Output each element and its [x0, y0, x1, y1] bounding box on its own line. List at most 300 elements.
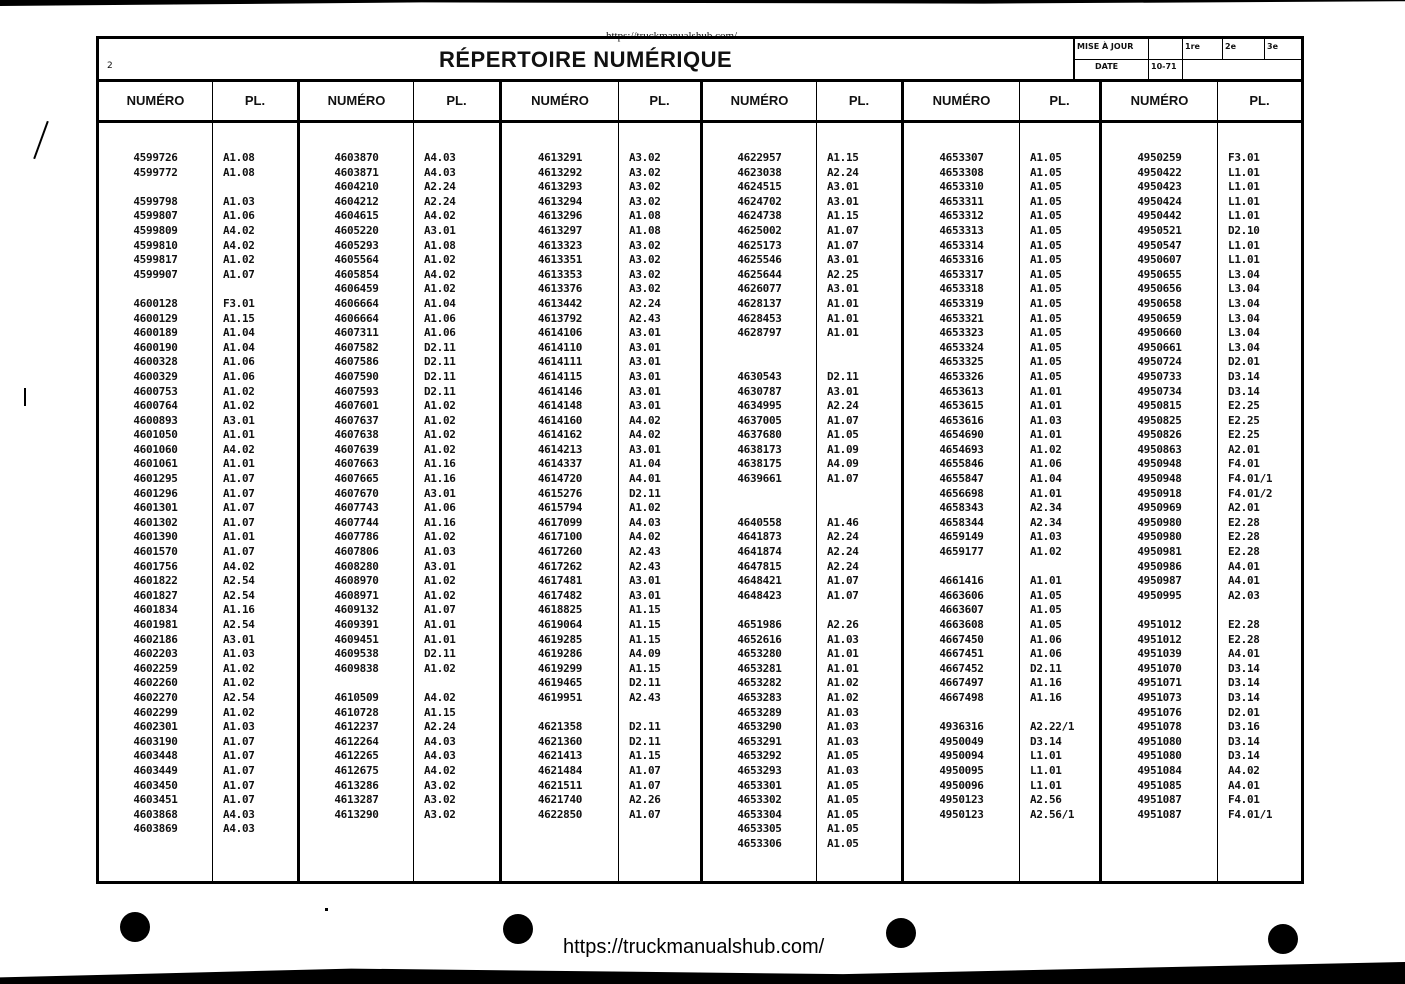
numero-list: [904, 123, 1019, 822]
plate-reference: A1.02: [424, 588, 456, 602]
plate-reference: D3.14: [1228, 384, 1260, 398]
part-number: 4599798: [133, 194, 178, 208]
part-number: 4607743: [334, 501, 379, 515]
plate-reference: A2.03: [1228, 588, 1260, 602]
plate-reference: A1.05: [1030, 296, 1062, 310]
plate-reference: A1.03: [827, 763, 859, 777]
plate-reference: A1.02: [424, 413, 456, 427]
numero-list: [99, 123, 212, 837]
directory-table: [96, 36, 1304, 884]
part-number: 4653290: [737, 720, 782, 734]
part-number: 4936316: [939, 720, 984, 734]
plate-reference: A2.22/1: [1030, 720, 1075, 734]
plate-reference: A1.08: [223, 151, 255, 164]
plate-reference: A1.05: [1030, 151, 1062, 164]
plate-reference: A4.01: [629, 472, 661, 486]
numero-header: NUMÉRO: [502, 82, 618, 123]
plate-reference: A1.07: [223, 472, 255, 486]
numero-list: [502, 123, 618, 822]
part-number: 4950123: [939, 793, 984, 807]
plate-reference: L1.01: [1030, 749, 1062, 763]
plate-reference: A1.05: [1030, 253, 1062, 267]
plate-reference: A1.05: [1030, 180, 1062, 194]
plate-reference: L1.01: [1228, 165, 1260, 179]
pl-header: PL.: [1020, 82, 1099, 123]
revision-col-2: 2e: [1223, 39, 1265, 59]
plate-reference: A1.09: [827, 442, 859, 456]
part-number: 4653313: [939, 223, 984, 237]
part-number: 4608280: [334, 559, 379, 573]
part-number: 4667450: [939, 632, 984, 646]
part-number: 4614106: [537, 326, 583, 340]
part-number: 4654690: [939, 428, 984, 442]
binder-hole: [503, 914, 533, 944]
part-number: 4607582: [334, 340, 379, 354]
plate-reference: A3.02: [629, 238, 661, 252]
part-number: 4599817: [133, 253, 178, 267]
part-number: 4600764: [133, 399, 178, 413]
plate-reference: A1.01: [1030, 574, 1062, 588]
part-number: 4648421: [737, 574, 782, 588]
part-number: [703, 355, 816, 370]
plate-reference: E2.28: [1228, 515, 1260, 529]
plate-reference: A3.01: [629, 340, 661, 354]
plate-reference: A1.05: [1030, 209, 1062, 223]
page-title: RÉPERTOIRE NUMÉRIQUE: [439, 47, 733, 72]
part-number: 4663606: [939, 588, 984, 602]
part-number: 4601834: [133, 603, 178, 617]
part-number: 4610509: [334, 690, 379, 704]
top-edge-shadow: [0, 0, 1405, 6]
part-number: 4653281: [737, 661, 782, 675]
part-number: 4603868: [133, 807, 178, 821]
plate-reference: A1.02: [424, 574, 456, 588]
plate-reference: A1.05: [1030, 223, 1062, 237]
part-number: 4621511: [537, 778, 583, 792]
plate-reference: A2.54: [223, 618, 255, 631]
plate-reference: F3.01: [1228, 151, 1260, 164]
part-number: 4604212: [334, 194, 379, 208]
part-number: 4605854: [334, 267, 379, 281]
plate-reference: A1.01: [827, 661, 859, 675]
plate-reference: A1.02: [223, 384, 255, 398]
part-number: 4599809: [133, 223, 178, 237]
part-number: 4624515: [737, 180, 782, 194]
part-number: 4950863: [1137, 442, 1182, 456]
part-number: 4653325: [939, 355, 984, 369]
part-number: 4950724: [1137, 355, 1182, 369]
part-number: 4617100: [537, 530, 583, 544]
plate-reference: A1.06: [1030, 632, 1062, 646]
revision-row-top: [1075, 39, 1304, 60]
part-number: 4950734: [1137, 384, 1182, 398]
plate-reference: A1.03: [827, 720, 859, 734]
part-number: 4601061: [133, 457, 178, 471]
plate-reference: A1.05: [827, 793, 859, 807]
part-number: 4950660: [1137, 326, 1182, 340]
plate-reference: L3.04: [1228, 282, 1260, 296]
pl-column: [1020, 82, 1102, 881]
part-number: 4626077: [737, 282, 782, 296]
plate-reference: A4.02: [424, 209, 456, 223]
part-number: 4653302: [737, 793, 782, 807]
plate-reference: E2.25: [1228, 399, 1260, 413]
part-number: 4653282: [737, 676, 782, 690]
plate-reference: A4.01: [1228, 647, 1260, 661]
binder-hole: [886, 918, 916, 948]
plate-reference: A1.02: [1030, 442, 1062, 456]
part-number: 4613442: [537, 296, 583, 310]
plate-reference: A1.05: [1030, 311, 1062, 325]
part-number: 4950658: [1137, 296, 1182, 310]
binder-hole: [1268, 924, 1298, 954]
plate-reference: A1.02: [223, 399, 255, 413]
plate-reference: [1218, 603, 1301, 618]
plate-reference: A1.03: [223, 647, 255, 661]
numero-column: [99, 82, 213, 881]
part-number: 4608970: [334, 574, 379, 588]
title-bar: [99, 39, 1301, 82]
plate-reference: A1.05: [1030, 603, 1062, 617]
part-number: 4950815: [1137, 399, 1182, 413]
part-number: [703, 501, 816, 516]
plate-reference: [817, 341, 901, 356]
part-number: [904, 706, 1019, 721]
part-number: 4653304: [737, 807, 782, 821]
plate-reference: A2.56/1: [1030, 807, 1075, 821]
plate-reference: A2.54: [223, 574, 255, 588]
plate-reference: A3.02: [629, 180, 661, 194]
revision-col-3: 3e: [1267, 42, 1278, 51]
part-number: 4614720: [537, 472, 583, 486]
part-number: 4630543: [737, 369, 782, 383]
plate-reference: A1.05: [827, 807, 859, 821]
part-number: 4950095: [939, 763, 984, 777]
plate-reference: A1.04: [424, 296, 456, 310]
part-number: 4613296: [537, 209, 583, 223]
part-number: 4950521: [1137, 223, 1182, 237]
part-number: 4653319: [939, 296, 984, 310]
part-number: 4653306: [737, 836, 782, 850]
part-number: [99, 282, 212, 297]
plate-reference: L3.04: [1228, 326, 1260, 340]
part-number: 4614148: [537, 399, 583, 413]
plate-reference: A4.01: [1228, 778, 1260, 792]
part-number: 4950661: [1137, 340, 1182, 354]
plate-reference: A2.24: [827, 545, 859, 559]
plate-reference: A4.03: [424, 151, 456, 164]
part-number: 4609538: [334, 647, 379, 661]
plate-reference: A3.02: [629, 165, 661, 179]
plate-reference: A3.01: [629, 369, 661, 383]
plate-reference: A2.54: [223, 588, 255, 602]
part-number: 4619299: [537, 661, 583, 675]
plate-reference: A1.16: [223, 603, 255, 617]
part-number: 4604615: [334, 209, 379, 223]
part-number: 4601295: [133, 472, 178, 486]
watermark-url-bottom[interactable]: https://truckmanualshub.com/: [563, 936, 825, 958]
part-number: [99, 180, 212, 195]
part-number: 4613351: [537, 253, 583, 267]
part-number: 4622957: [737, 151, 782, 164]
part-number: 4601390: [133, 530, 178, 544]
part-number: 4653321: [939, 311, 984, 325]
plate-reference: D3.14: [1228, 749, 1260, 763]
plate-reference: [619, 706, 700, 721]
plate-reference: D3.14: [1228, 369, 1260, 383]
part-number: 4951070: [1137, 661, 1182, 675]
pl-column: [817, 82, 904, 881]
plate-reference: A1.05: [1030, 355, 1062, 369]
part-number: 4603870: [334, 151, 379, 164]
part-number: 4617260: [537, 545, 583, 559]
part-number: 4950986: [1137, 559, 1182, 573]
part-number: 4607311: [334, 326, 379, 340]
part-number: 4617481: [537, 574, 583, 588]
plate-reference: A4.09: [827, 457, 859, 471]
part-number: 4639661: [737, 472, 782, 486]
part-number: 4640558: [737, 515, 782, 529]
plate-reference: [1020, 706, 1099, 721]
part-number: [703, 487, 816, 502]
part-number: 4951084: [1137, 763, 1182, 777]
part-number: 4653289: [737, 705, 782, 719]
plate-reference: A3.02: [629, 151, 661, 164]
part-number: 4612237: [334, 720, 379, 734]
part-number: 4625644: [737, 267, 782, 281]
part-number: 4652616: [737, 632, 782, 646]
plate-reference: E2.28: [1228, 530, 1260, 544]
plate-reference: L1.01: [1228, 180, 1260, 194]
plate-reference: A1.03: [424, 545, 456, 559]
plate-reference: A1.15: [827, 151, 859, 164]
part-number: 4653280: [737, 647, 782, 661]
plate-reference: D2.11: [424, 647, 456, 661]
part-number: 4950987: [1137, 574, 1182, 588]
plate-reference: F4.01/1: [1228, 807, 1273, 821]
part-number: 4653291: [737, 734, 782, 748]
part-number: 4607601: [334, 399, 379, 413]
plate-reference: A1.05: [1030, 238, 1062, 252]
plate-reference: E2.28: [1228, 632, 1260, 646]
part-number: 4612265: [334, 749, 379, 763]
plate-reference: A3.01: [827, 180, 859, 194]
plate-reference: A1.05: [1030, 588, 1062, 602]
part-number: 4599726: [133, 151, 178, 164]
numero-header: NUMÉRO: [703, 82, 816, 123]
plate-reference: D2.11: [424, 384, 456, 398]
plate-reference: A1.01: [827, 326, 859, 340]
pl-column: [414, 82, 502, 881]
plate-reference: D3.14: [1030, 734, 1062, 748]
part-number: 4667452: [939, 661, 984, 675]
plate-reference: A1.05: [1030, 282, 1062, 296]
part-number: 4606664: [334, 311, 379, 325]
pl-header: PL.: [619, 82, 700, 123]
plate-reference: D3.14: [1228, 661, 1260, 675]
plate-reference: A1.03: [223, 194, 255, 208]
part-number: 4655847: [939, 472, 984, 486]
plate-reference: A1.03: [827, 734, 859, 748]
plate-reference: A1.16: [424, 515, 456, 529]
part-number: 4625546: [737, 253, 782, 267]
plate-reference: A3.01: [629, 442, 661, 456]
numero-header: NUMÉRO: [99, 82, 212, 123]
part-number: 4614162: [537, 428, 583, 442]
part-number: 4950948: [1137, 457, 1182, 471]
plate-reference: A4.02: [424, 690, 456, 704]
plate-reference: A1.07: [223, 545, 255, 559]
part-number: 4654693: [939, 442, 984, 456]
plate-reference: A3.02: [629, 194, 661, 208]
part-number: 4950981: [1137, 545, 1182, 559]
plate-reference: D2.11: [629, 720, 661, 734]
plate-reference: [414, 676, 499, 691]
part-number: 4600328: [133, 355, 178, 369]
plate-reference: A1.07: [827, 588, 859, 602]
part-number: [300, 676, 413, 691]
plate-reference: A1.02: [827, 690, 859, 704]
part-number: 4602259: [133, 661, 178, 675]
part-number: 4628453: [737, 311, 782, 325]
part-number: 4600753: [133, 384, 178, 398]
plate-reference: A1.07: [827, 223, 859, 237]
pl-column: [619, 82, 703, 881]
part-number: 4950969: [1137, 501, 1182, 515]
part-number: 4653311: [939, 194, 984, 208]
part-number: 4605220: [334, 223, 379, 237]
plate-reference: A4.09: [629, 647, 661, 661]
plate-reference: A1.03: [827, 632, 859, 646]
plate-reference: A1.06: [424, 501, 456, 515]
plate-reference: A1.02: [1030, 545, 1062, 559]
plate-reference: L1.01: [1030, 778, 1062, 792]
part-number: 4600190: [133, 340, 178, 354]
plate-reference: A3.01: [629, 355, 661, 369]
plate-reference: A2.34: [1030, 515, 1062, 529]
watermark-url-top[interactable]: https://truckmanualshub.com/: [606, 30, 738, 42]
plate-reference: A4.01: [1228, 559, 1260, 573]
plate-reference: E2.25: [1228, 428, 1260, 442]
part-number: 4618825: [537, 603, 583, 617]
plate-reference: A1.02: [223, 705, 255, 719]
plate-reference: A1.03: [1030, 530, 1062, 544]
plate-reference: A1.07: [827, 238, 859, 252]
plate-reference: D2.11: [424, 355, 456, 369]
part-number: 4951039: [1137, 647, 1182, 661]
part-number: 4663607: [939, 603, 984, 617]
part-number: 4625173: [737, 238, 782, 252]
part-number: 4950423: [1137, 180, 1182, 194]
pl-header: PL.: [1218, 82, 1301, 123]
part-number: 4607637: [334, 413, 379, 427]
plate-reference: D2.11: [629, 486, 661, 500]
part-number: 4614110: [537, 340, 583, 354]
revision-col-1: 1re: [1183, 39, 1223, 59]
part-number: 4613286: [334, 778, 379, 792]
plate-reference: A1.07: [629, 807, 661, 821]
revision-blank-cell: [1149, 39, 1183, 59]
part-number: 4606664: [334, 296, 379, 310]
plate-reference: A1.01: [424, 632, 456, 646]
plate-reference: A1.07: [223, 486, 255, 500]
part-number: 4607663: [334, 457, 379, 471]
part-number: 4653301: [737, 778, 782, 792]
plate-reference: A1.01: [424, 618, 456, 631]
part-number: 4950442: [1137, 209, 1182, 223]
part-number: 4621740: [537, 793, 583, 807]
plate-reference: A1.01: [223, 428, 255, 442]
part-number: 4667498: [939, 690, 984, 704]
part-number: 4950980: [1137, 515, 1182, 529]
plate-reference: A1.02: [629, 501, 661, 515]
part-number: [703, 603, 816, 618]
part-number: 4617482: [537, 588, 583, 602]
part-number: 4599772: [133, 165, 178, 179]
part-number: 4615794: [537, 501, 583, 515]
part-number: 4614337: [537, 457, 583, 471]
part-number: 4951087: [1137, 807, 1182, 821]
plate-reference: A1.05: [827, 749, 859, 763]
plate-reference: A1.06: [1030, 647, 1062, 661]
part-number: 4950547: [1137, 238, 1182, 252]
scan-speck: [33, 121, 49, 159]
plate-reference: A2.54: [223, 690, 255, 704]
plate-reference: A4.02: [424, 763, 456, 777]
plate-reference: E2.25: [1228, 413, 1260, 427]
plate-reference: A1.03: [223, 720, 255, 734]
part-number: 4630787: [737, 384, 782, 398]
plate-reference: A1.01: [223, 457, 255, 471]
revision-row-bottom: [1075, 59, 1304, 79]
plate-reference: A1.15: [827, 209, 859, 223]
plate-reference: A1.01: [827, 647, 859, 661]
part-number: 4625002: [737, 223, 782, 237]
part-number: 4607670: [334, 486, 379, 500]
plate-reference: A1.07: [223, 734, 255, 748]
numero-column: [300, 82, 414, 881]
plate-reference: A2.24: [424, 180, 456, 194]
plate-reference: A1.07: [827, 574, 859, 588]
part-number: 4951080: [1137, 749, 1182, 763]
plate-reference: A1.07: [223, 763, 255, 777]
part-number: 4653613: [939, 384, 984, 398]
plate-reference: A1.02: [424, 282, 456, 296]
part-number: 4607744: [334, 515, 379, 529]
plate-reference: A1.16: [1030, 676, 1062, 690]
part-number: 4653292: [737, 749, 782, 763]
plate-reference: A1.01: [1030, 399, 1062, 413]
plate-reference: A1.03: [1030, 413, 1062, 427]
scan-speck: [24, 388, 26, 406]
part-number: 4613287: [334, 793, 379, 807]
part-number: 4617099: [537, 515, 583, 529]
part-number: 4951071: [1137, 676, 1182, 690]
part-number: 4653314: [939, 238, 984, 252]
part-number: 4600329: [133, 369, 178, 383]
plate-reference: D3.14: [1228, 734, 1260, 748]
plate-reference: A3.01: [629, 574, 661, 588]
part-number: 4950096: [939, 778, 984, 792]
part-number: 4600128: [133, 296, 178, 310]
part-number: 4621358: [537, 720, 583, 734]
part-number: 4950948: [1137, 472, 1182, 486]
plate-reference: A2.01: [1228, 501, 1260, 515]
part-number: 4608971: [334, 588, 379, 602]
part-number: 4619064: [537, 618, 583, 631]
plate-reference: A1.02: [827, 676, 859, 690]
part-number: 4951012: [1137, 618, 1182, 631]
